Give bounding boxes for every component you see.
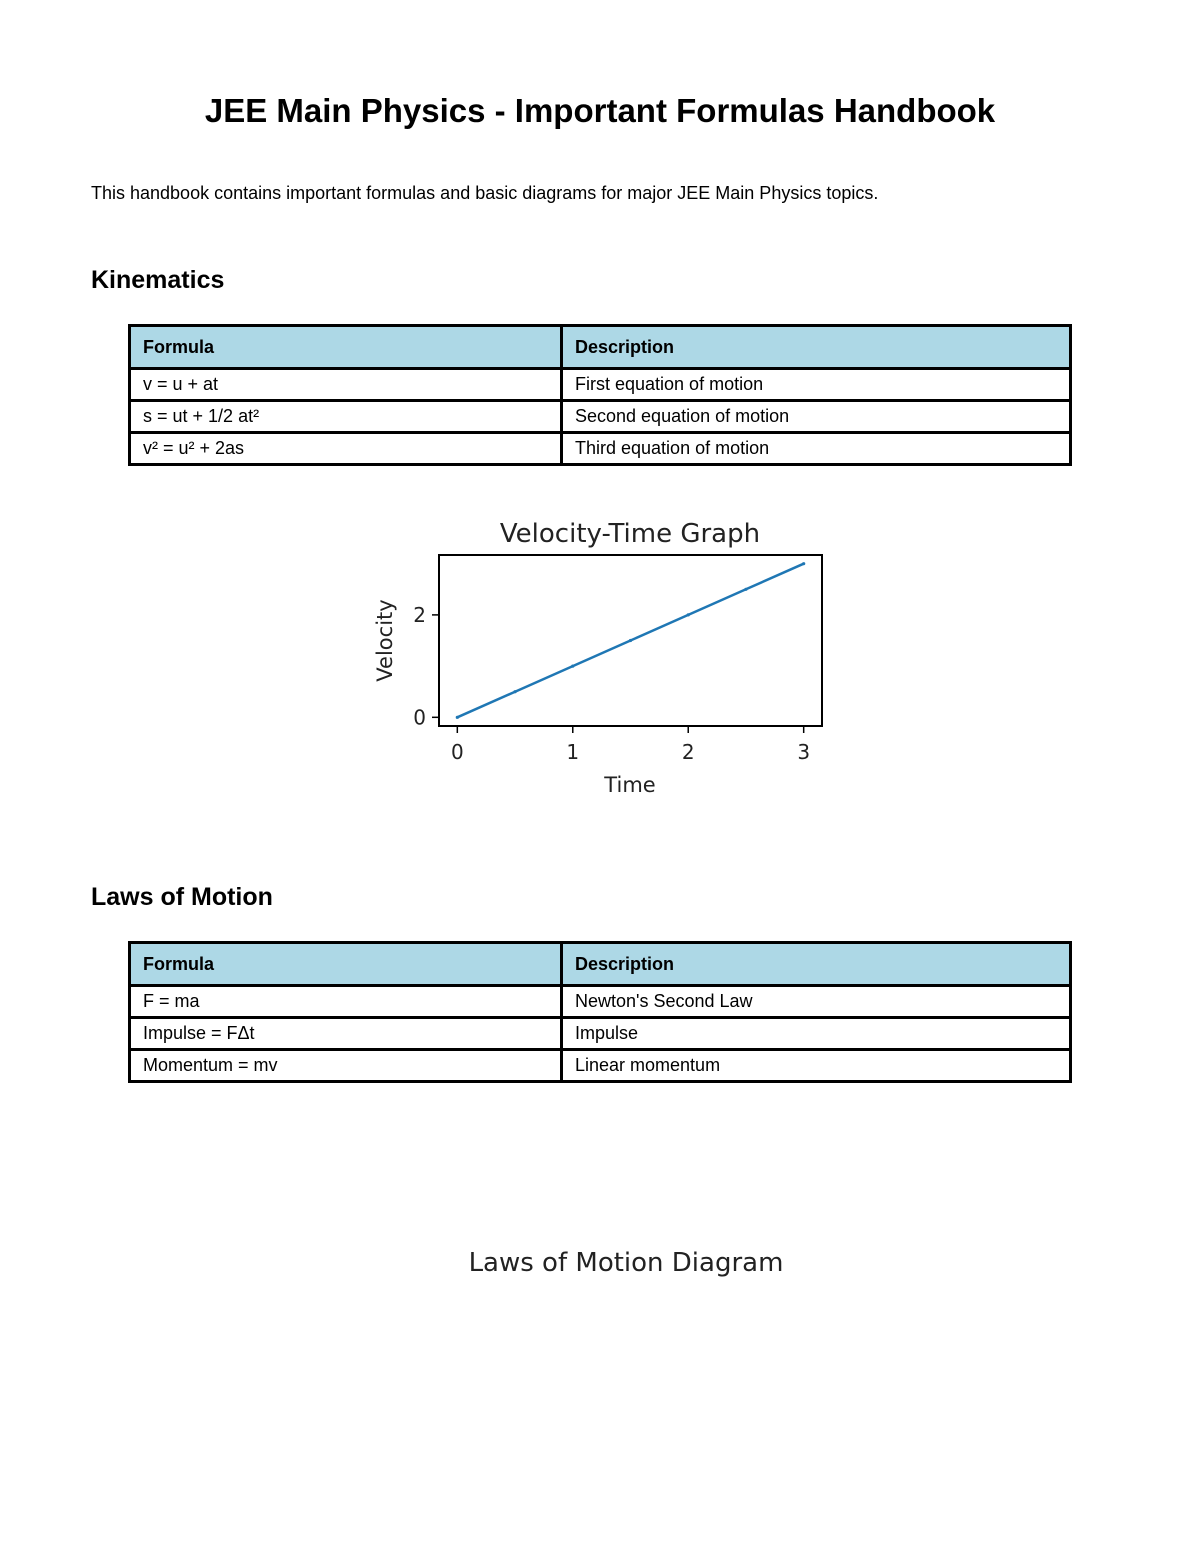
page-title: JEE Main Physics - Important Formulas Handbook	[204, 92, 996, 129]
table-header-formula: Formula	[130, 326, 562, 369]
diagram-title: Laws of Motion Diagram	[468, 1248, 784, 1278]
table-header-row	[130, 326, 1071, 369]
table-row	[130, 1050, 1071, 1082]
table-header-formula: Formula	[130, 943, 562, 986]
y-tick-label: 2	[413, 602, 426, 627]
x-tick-label: 3	[797, 740, 811, 764]
formula-cell: Impulse = FΔt	[130, 1018, 562, 1050]
velocity-time-chart	[360, 508, 840, 808]
laws-of-motion-table	[128, 941, 1072, 1083]
chart-x-label: Time	[604, 773, 656, 797]
table-header-row	[130, 943, 1071, 986]
table-header-description: Description	[562, 943, 1071, 986]
chart-title: Velocity-Time Graph	[499, 519, 761, 549]
kinematics-table	[128, 324, 1072, 466]
intro-text: This handbook contains important formulas and basic diagrams for major JEE Main Physics topics.	[91, 183, 879, 203]
table-header-description: Description	[562, 326, 1071, 369]
data-point	[687, 613, 690, 616]
x-tick-label: 0	[450, 740, 464, 764]
data-point	[629, 639, 632, 642]
formula-cell: v = u + at	[130, 369, 562, 401]
data-point	[744, 588, 747, 591]
velocity-time-chart-svg	[360, 508, 840, 808]
x-tick-label: 1	[566, 740, 580, 764]
table-row	[130, 401, 1071, 433]
data-point	[571, 665, 574, 668]
table-row	[130, 369, 1071, 401]
description-cell: Linear momentum	[562, 1050, 1071, 1082]
formula-cell: v² = u² + 2as	[130, 433, 562, 465]
formula-cell: Momentum = mv	[130, 1050, 562, 1082]
description-cell: First equation of motion	[562, 369, 1071, 401]
data-point	[456, 716, 459, 719]
formula-cell: s = ut + 1/2 at²	[130, 401, 562, 433]
x-tick-label: 2	[681, 740, 695, 764]
chart-y-label: Velocity	[373, 599, 397, 682]
data-point	[802, 562, 805, 565]
section-heading-laws-of-motion: Laws of Motion	[91, 883, 273, 911]
description-cell: Impulse	[562, 1018, 1071, 1050]
y-tick-label: 0	[413, 705, 426, 730]
description-cell: Second equation of motion	[562, 401, 1071, 433]
description-cell: Newton's Second Law	[562, 986, 1071, 1018]
description-cell: Third equation of motion	[562, 433, 1071, 465]
table-row	[130, 433, 1071, 465]
table-row	[130, 1018, 1071, 1050]
formula-cell: F = ma	[130, 986, 562, 1018]
table-row	[130, 986, 1071, 1018]
section-heading-kinematics: Kinematics	[91, 266, 225, 294]
data-point	[513, 690, 516, 693]
